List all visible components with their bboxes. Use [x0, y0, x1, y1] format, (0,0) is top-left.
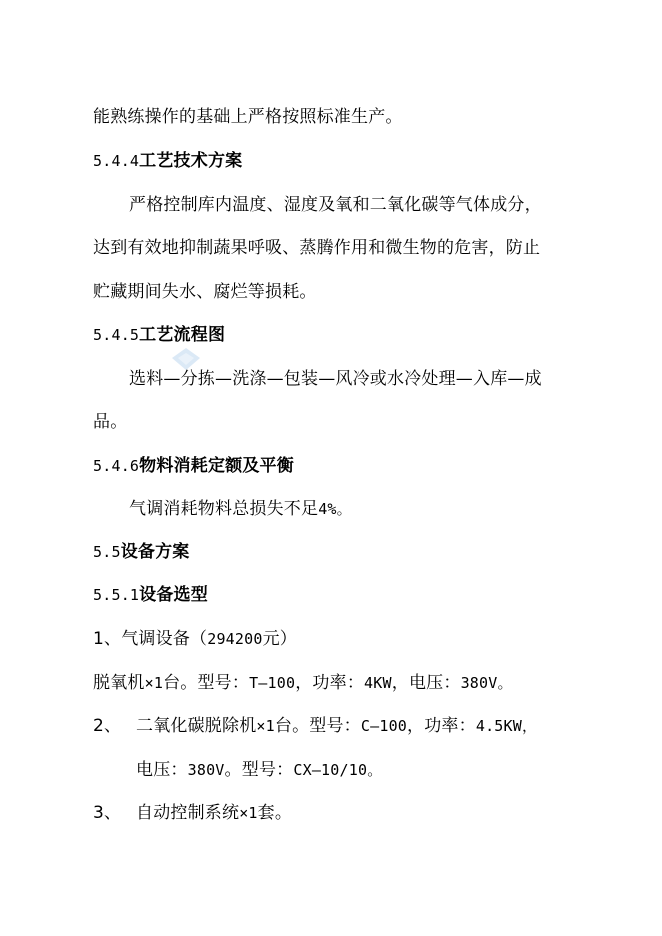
- paragraph-text: 气调消耗物料总损失不足: [129, 499, 319, 519]
- label-text: 台。型号：: [163, 673, 250, 693]
- section-number: 5.4.4: [93, 152, 140, 170]
- paragraph-text: 达到有效地抑制蔬果呼吸、蒸腾作用和微生物的危害，防止: [93, 238, 541, 258]
- paragraph-text: 能熟练操作的基础上严格按照标准生产。: [93, 107, 403, 127]
- label-text: 台。型号：: [274, 716, 361, 736]
- section-title: 工艺技术方案: [139, 151, 243, 171]
- paragraph-line-3: [93, 281, 317, 303]
- voltage-value: 380V: [187, 761, 225, 779]
- equipment-name: 脱氧机: [93, 673, 145, 693]
- heading-5-4-4: [93, 150, 242, 172]
- process-flow-line-2: [93, 411, 127, 433]
- list-number: 2、: [93, 716, 122, 736]
- model-value: CX—10/10。: [293, 761, 383, 779]
- section-number: 5.5.1: [93, 586, 140, 604]
- equipment-line-co2-remover: [136, 715, 537, 737]
- list-item-3-number: [93, 802, 121, 824]
- section-number: 5.4.6: [93, 457, 140, 475]
- equipment-line-co2-remover-cont: [136, 759, 382, 781]
- section-number: 5.5: [93, 543, 121, 561]
- heading-5-5-1: [93, 584, 208, 606]
- process-flow-text: 选料—分拣—洗涤—包装—风冷或水冷处理—入库—成: [129, 369, 542, 389]
- paragraph-line-loss: [129, 498, 352, 520]
- heading-5-5: [93, 541, 190, 563]
- paragraph-line-2: [93, 237, 540, 259]
- label-text: 套。: [257, 803, 293, 823]
- paragraph-text: 严格控制库内温度、湿度及氧和二氧化碳等气体成分，: [129, 195, 542, 215]
- paragraph-text: 贮藏期间失水、腐烂等损耗。: [93, 282, 317, 302]
- model-value: C—100: [360, 717, 408, 735]
- section-title: 工艺流程图: [139, 325, 226, 345]
- process-flow-line-1: [129, 368, 542, 390]
- power-value: 4.5KW，: [475, 717, 538, 735]
- equipment-name: 二氧化碳脱除机: [136, 716, 257, 736]
- label-text: 电压：: [136, 760, 188, 780]
- section-number: 5.4.5: [93, 326, 140, 344]
- heading-5-4-5: [93, 324, 225, 346]
- paragraph-line-1: [129, 194, 542, 216]
- list-item-text: 元）: [262, 629, 298, 649]
- list-item-1: [93, 628, 297, 650]
- process-flow-text: 品。: [93, 412, 128, 432]
- text-line-continuation: [93, 106, 403, 128]
- list-item-text: 1、气调设备（: [93, 629, 208, 649]
- percent-value: 4%。: [318, 500, 352, 518]
- label-text: 。型号：: [224, 760, 294, 780]
- power-value: 4KW: [364, 674, 392, 692]
- equipment-line-control-system: [136, 802, 292, 824]
- quantity-value: ×1: [239, 804, 258, 822]
- list-number: 3、: [93, 803, 122, 823]
- quantity-value: ×1: [256, 717, 275, 735]
- equipment-name: 自动控制系统: [136, 803, 240, 823]
- voltage-value: 380V。: [460, 674, 513, 692]
- label-text: ，电压：: [391, 673, 461, 693]
- section-title: 设备选型: [139, 585, 208, 605]
- quantity-value: ×1: [144, 674, 164, 692]
- section-title: 设备方案: [120, 542, 190, 562]
- heading-5-4-6: [93, 455, 294, 477]
- price-value: 294200: [207, 630, 263, 648]
- model-value: T—100: [249, 674, 296, 692]
- list-item-2-number: [93, 715, 121, 737]
- equipment-line-deoxygenator: [93, 672, 513, 694]
- label-text: ，功率：: [295, 673, 365, 693]
- section-title: 物料消耗定额及平衡: [139, 456, 294, 476]
- label-text: ，功率：: [407, 716, 476, 736]
